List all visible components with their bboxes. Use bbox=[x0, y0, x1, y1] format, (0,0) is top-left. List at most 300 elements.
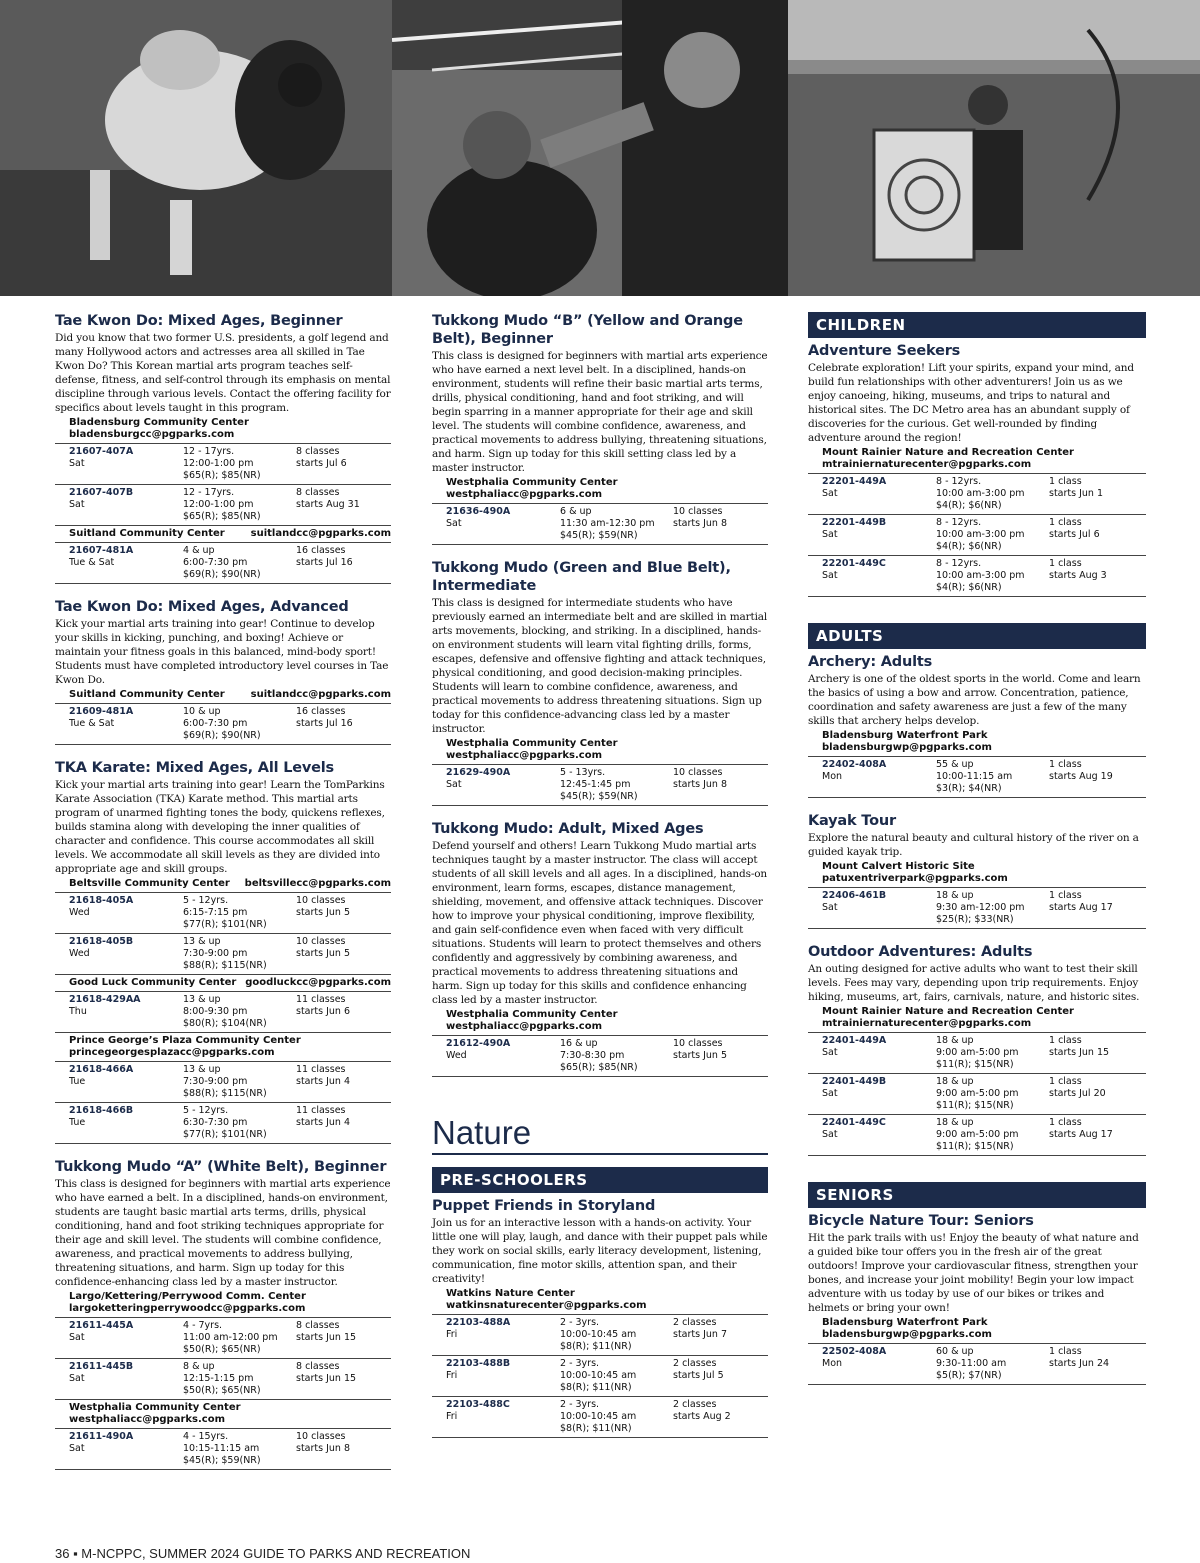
class-time: 6:30-7:30 pm bbox=[183, 1117, 248, 1128]
class-count: 8 classes bbox=[296, 446, 340, 457]
schedule-cell bbox=[183, 1361, 296, 1397]
class-listing bbox=[55, 598, 391, 753]
start-date: starts Jun 15 bbox=[1049, 1047, 1110, 1058]
column-nature bbox=[808, 312, 1146, 1399]
class-listing bbox=[808, 812, 1146, 937]
age-range: 18 & up bbox=[936, 1035, 974, 1046]
schedule-cell bbox=[936, 1076, 1049, 1112]
schedule-row bbox=[808, 1074, 1146, 1115]
location-name: Bladensburg Waterfront Park bbox=[822, 1317, 988, 1328]
start-date: starts Jun 5 bbox=[296, 907, 351, 918]
schedule-row bbox=[55, 1062, 391, 1103]
class-day: Mon bbox=[822, 1358, 843, 1369]
class-time: 8:00-9:30 pm bbox=[183, 1006, 248, 1017]
class-fee: $50(R); $65(NR) bbox=[183, 1385, 261, 1396]
class-count: 1 class bbox=[1049, 1117, 1082, 1128]
class-time: 10:00 am-3:00 pm bbox=[936, 529, 1025, 540]
photo-strip bbox=[0, 0, 1200, 296]
schedule-table bbox=[808, 887, 1146, 929]
schedule-cell bbox=[183, 994, 296, 1030]
class-fee: $69(R); $90(NR) bbox=[183, 730, 261, 741]
activity-code: 22401-449A bbox=[822, 1035, 887, 1046]
class-count: 11 classes bbox=[296, 1064, 346, 1075]
class-time: 9:30-11:00 am bbox=[936, 1358, 1007, 1369]
class-day: Sat bbox=[446, 779, 462, 790]
schedule-cell bbox=[822, 759, 936, 795]
location-name: Westphalia Community Center bbox=[446, 477, 618, 488]
activity-code: 21618-466A bbox=[69, 1064, 134, 1075]
location-name: Good Luck Community Center bbox=[69, 977, 237, 988]
class-count: 1 class bbox=[1049, 1076, 1082, 1087]
class-day: Sat bbox=[69, 458, 85, 469]
schedule-cell bbox=[673, 1038, 768, 1074]
class-listing bbox=[432, 820, 768, 1085]
schedule-cell bbox=[1049, 517, 1146, 553]
class-day: Sat bbox=[822, 1088, 838, 1099]
schedule-table bbox=[432, 764, 768, 806]
archery-photo bbox=[788, 0, 1200, 296]
class-count: 2 classes bbox=[673, 1317, 717, 1328]
location-email[interactable]: largoketteringperrywoodcc@pgparks.com bbox=[69, 1303, 306, 1314]
class-fee: $69(R); $90(NR) bbox=[183, 569, 261, 580]
class-title: Bicycle Nature Tour: Seniors bbox=[808, 1213, 1034, 1229]
class-time: 10:00 am-3:00 pm bbox=[936, 570, 1025, 581]
schedule-cell bbox=[69, 706, 183, 742]
class-fee: $5(R); $7(NR) bbox=[936, 1370, 1002, 1381]
schedule-cell bbox=[69, 446, 183, 482]
schedule-row bbox=[55, 893, 391, 934]
location-name: Watkins Nature Center bbox=[446, 1288, 575, 1299]
schedule-cell bbox=[1049, 1346, 1146, 1382]
schedule-cell bbox=[936, 476, 1049, 512]
start-date: starts Jun 24 bbox=[1049, 1358, 1110, 1369]
class-fee: $65(R); $85(NR) bbox=[183, 511, 261, 522]
start-date: starts Jun 7 bbox=[673, 1329, 728, 1340]
age-range: 4 & up bbox=[183, 545, 215, 556]
class-time: 9:00 am-5:00 pm bbox=[936, 1088, 1019, 1099]
class-time: 6:00-7:30 pm bbox=[183, 557, 248, 568]
class-fee: $8(R); $11(NR) bbox=[560, 1382, 632, 1393]
class-description: Explore the natural beauty and cultural history of the river on a guided kayak trip. bbox=[808, 832, 1139, 858]
section-gap bbox=[808, 1385, 1146, 1393]
schedule-row bbox=[808, 515, 1146, 556]
location-header bbox=[55, 977, 391, 991]
location-name: Suitland Community Center bbox=[69, 528, 225, 539]
age-range: 13 & up bbox=[183, 936, 221, 947]
schedule-row bbox=[808, 888, 1146, 929]
location-email[interactable]: westphaliacc@pgparks.com bbox=[446, 750, 603, 761]
schedule-row bbox=[55, 704, 391, 745]
class-fee: $11(R); $15(NR) bbox=[936, 1100, 1014, 1111]
class-count: 16 classes bbox=[296, 545, 346, 556]
age-range: 13 & up bbox=[183, 1064, 221, 1075]
schedule-table bbox=[432, 1314, 768, 1438]
class-description: Did you know that two former U.S. presidents, a golf legend and many Hollywood actors and actresses area all skilled in Tae Kwon Do? This Korean martial arts program teaches self-defense, fitness, and self-control through its emphasis on mental discipline through various levels. Contact the offering facility for specifics about levels taught in this program. bbox=[55, 332, 391, 414]
schedule-cell bbox=[446, 1317, 560, 1353]
location-header bbox=[808, 1317, 1146, 1343]
age-range: 18 & up bbox=[936, 1117, 974, 1128]
start-date: starts Jun 6 bbox=[296, 1006, 351, 1017]
start-date: starts Aug 19 bbox=[1049, 771, 1113, 782]
adults-band: ADULTS bbox=[808, 623, 1146, 649]
schedule-cell bbox=[673, 767, 768, 803]
location-header bbox=[55, 417, 391, 443]
location-header bbox=[432, 1288, 768, 1314]
class-day: Sat bbox=[822, 1047, 838, 1058]
class-fee: $45(R); $59(NR) bbox=[560, 791, 638, 802]
schedule-cell bbox=[296, 1064, 391, 1100]
activity-code: 22201-449A bbox=[822, 476, 887, 487]
schedule-row bbox=[432, 1315, 768, 1356]
schedule-cell bbox=[822, 476, 936, 512]
location-email[interactable]: westphaliacc@pgparks.com bbox=[446, 1021, 603, 1032]
class-listing bbox=[432, 559, 768, 814]
class-count: 1 class bbox=[1049, 1035, 1082, 1046]
class-description: This class is designed for beginners with martial arts experience who have earned a belt. In a disciplined, hands-on environment, students are taught basic martial arts terms, drills, physical conditioning, hand and foot striking techniques appropriate for their age and skill level. The students will combine confidence, awareness, and practical movements to address bullying, threatening situations, and harm. Sign up today for this confidence-enhancing class led by a master instructor. bbox=[55, 1178, 391, 1288]
schedule-row bbox=[55, 1429, 391, 1470]
age-range: 18 & up bbox=[936, 1076, 974, 1087]
start-date: starts Jul 20 bbox=[1049, 1088, 1106, 1099]
schedule-cell bbox=[560, 1317, 673, 1353]
schedule-cell bbox=[296, 1431, 391, 1467]
schedule-cell bbox=[1049, 1117, 1146, 1153]
location-name: Beltsville Community Center bbox=[69, 878, 230, 889]
start-date: starts Jul 6 bbox=[296, 458, 347, 469]
class-time: 12:00-1:00 pm bbox=[183, 499, 254, 510]
schedule-row bbox=[55, 1318, 391, 1359]
location-header bbox=[432, 477, 768, 503]
schedule-table bbox=[808, 1343, 1146, 1385]
schedule-row bbox=[432, 1356, 768, 1397]
schedule-cell bbox=[673, 1399, 768, 1435]
class-title: Tukkong Mudo “B” (Yellow and Orange Belt), Beginner bbox=[432, 313, 743, 347]
class-day: Sat bbox=[69, 1332, 85, 1343]
start-date: starts Jun 4 bbox=[296, 1076, 351, 1087]
location-email[interactable]: bladensburgwp@pgparks.com bbox=[822, 1329, 992, 1340]
section-gap bbox=[432, 545, 768, 553]
schedule-cell bbox=[183, 936, 296, 972]
class-count: 10 classes bbox=[296, 1431, 346, 1442]
class-description: Hit the park trails with us! Enjoy the beauty of what nature and a guided bike tour offers you in the fresh air of the great outdoors! Improve your cardiovascular fitness, strengthen your bones, and increase your joint mobility! Begin your low impact adventure with us today by use of our bikes or trikes and helmets or bring your own! bbox=[808, 1232, 1139, 1314]
class-listing bbox=[808, 943, 1146, 1164]
age-range: 60 & up bbox=[936, 1346, 974, 1357]
class-day: Sat bbox=[69, 499, 85, 510]
activity-code: 21607-481A bbox=[69, 545, 134, 556]
start-date: starts Jul 16 bbox=[296, 557, 353, 568]
age-range: 4 - 7yrs. bbox=[183, 1320, 223, 1331]
class-count: 1 class bbox=[1049, 558, 1082, 569]
schedule-cell bbox=[1049, 476, 1146, 512]
class-time: 9:30 am-12:00 pm bbox=[936, 902, 1025, 913]
schedule-row bbox=[808, 757, 1146, 798]
age-range: 12 - 17yrs. bbox=[183, 446, 235, 457]
location-email[interactable]: mtrainiernaturecenter@pgparks.com bbox=[822, 459, 1032, 470]
location-email[interactable]: westphaliacc@pgparks.com bbox=[446, 489, 603, 500]
location-email[interactable]: goodluckcc@pgparks.com bbox=[245, 977, 391, 988]
class-title: Tukkong Mudo (Green and Blue Belt), Intermediate bbox=[432, 560, 731, 594]
schedule-row bbox=[808, 474, 1146, 515]
schedule-cell bbox=[822, 1346, 936, 1382]
activity-code: 22103-488C bbox=[446, 1399, 510, 1410]
class-fee: $4(R); $6(NR) bbox=[936, 582, 1002, 593]
start-date: starts Jun 5 bbox=[296, 948, 351, 959]
class-title: Outdoor Adventures: Adults bbox=[808, 944, 1033, 960]
activity-code: 21636-490A bbox=[446, 506, 511, 517]
class-description: Join us for an interactive lesson with a hands-on activity. Your little one will play, laugh, and dance with their puppet pals while they work on social skills, early literacy development, listening, communication, fine motor skills, attention span, and their creativity! bbox=[432, 1217, 768, 1285]
schedule-table bbox=[808, 473, 1146, 597]
section-gap bbox=[432, 1438, 768, 1446]
schedule-cell bbox=[446, 1038, 560, 1074]
section-gap bbox=[808, 1156, 1146, 1164]
start-date: starts Jul 6 bbox=[1049, 529, 1100, 540]
schedule-row bbox=[808, 1033, 1146, 1074]
schedule-cell bbox=[673, 1317, 768, 1353]
schedule-table bbox=[55, 1061, 391, 1144]
location-email[interactable]: bladensburgcc@pgparks.com bbox=[69, 429, 235, 440]
class-description: This class is designed for intermediate students who have previously earned an intermediate belt and are skilled in martial arts movements, blocking, and striking. In a disciplined, hands-on environment students will learn vital fighting drills, forms, escapes, defensive and offensive fighting and attack techniques, physical conditioning, and good decision-making principles. Students will learn to combine confidence, awareness, and practical movements to address threatening situations. Sign up today for this confidence-advancing class led by a master instructor. bbox=[432, 597, 768, 735]
class-description: Kick your martial arts training into gear! Continue to develop your skills in kicking, punching, and boxing! Achieve or maintain your fitness goals in this balanced, mind-body sport! Students must have completed introductory level courses in Tae Kwon Do. bbox=[55, 618, 389, 686]
class-day: Wed bbox=[446, 1050, 467, 1061]
schedule-cell bbox=[822, 1035, 936, 1071]
age-range: 55 & up bbox=[936, 759, 974, 770]
class-description: Kick your martial arts training into gear! Learn the TomParkins Karate Association (TKA) Karate method. This martial arts program of unarmed fighting tones the body, quickens reflexes, builds stamina along with developing the inner qualities of character and confidence. This course accommodates all skill levels. We accommodate all skill levels as they are divided into appropriate age and skill groups. bbox=[55, 779, 385, 875]
class-day: Mon bbox=[822, 771, 843, 782]
class-day: Tue bbox=[69, 1076, 86, 1087]
activity-code: 21611-445B bbox=[69, 1361, 134, 1372]
class-title: Kayak Tour bbox=[808, 813, 896, 829]
activity-code: 21607-407A bbox=[69, 446, 134, 457]
class-fee: $11(R); $15(NR) bbox=[936, 1141, 1014, 1152]
start-date: starts Jul 5 bbox=[673, 1370, 724, 1381]
class-time: 9:00 am-5:00 pm bbox=[936, 1129, 1019, 1140]
activity-code: 21607-407B bbox=[69, 487, 134, 498]
schedule-cell bbox=[822, 890, 936, 926]
activity-code: 21618-405B bbox=[69, 936, 134, 947]
start-date: starts Aug 17 bbox=[1049, 902, 1113, 913]
activity-code: 21629-490A bbox=[446, 767, 511, 778]
schedule-cell bbox=[183, 1105, 296, 1141]
location-name: Mount Rainier Nature and Recreation Center bbox=[822, 447, 1074, 458]
class-count: 1 class bbox=[1049, 1346, 1082, 1357]
class-count: 8 classes bbox=[296, 487, 340, 498]
schedule-cell bbox=[822, 1117, 936, 1153]
tae-kwon-do-photo bbox=[0, 0, 392, 296]
class-day: Tue & Sat bbox=[69, 718, 115, 729]
section-gap bbox=[432, 806, 768, 814]
location-email[interactable]: beltsvillecc@pgparks.com bbox=[244, 878, 391, 889]
class-day: Fri bbox=[446, 1370, 458, 1381]
schedule-cell bbox=[446, 506, 560, 542]
schedule-cell bbox=[1049, 759, 1146, 795]
location-name: Westphalia Community Center bbox=[69, 1402, 241, 1413]
class-day: Tue & Sat bbox=[69, 557, 115, 568]
schedule-table bbox=[55, 1428, 391, 1470]
class-fee: $65(R); $85(NR) bbox=[560, 1062, 638, 1073]
section-gap bbox=[55, 1470, 391, 1478]
location-email[interactable]: suitlandcc@pgparks.com bbox=[250, 528, 391, 539]
class-listing bbox=[432, 1197, 768, 1446]
activity-code: 21609-481A bbox=[69, 706, 134, 717]
location-header bbox=[55, 878, 391, 892]
schedule-table bbox=[55, 892, 391, 975]
schedule-row bbox=[55, 485, 391, 526]
column-martial-arts-1 bbox=[55, 312, 391, 1484]
activity-code: 22401-449C bbox=[822, 1117, 886, 1128]
class-description: An outing designed for active adults who want to test their skill levels. Fees may vary, depending upon trip requirements. Enjoy hiking, museums, art, fairs, carnivals, nature, and historic sites. bbox=[808, 963, 1140, 1003]
age-range: 8 - 12yrs. bbox=[936, 517, 982, 528]
location-email[interactable]: princegeorgesplazacc@pgparks.com bbox=[69, 1047, 275, 1058]
schedule-row bbox=[55, 1103, 391, 1144]
location-email[interactable]: watkinsnaturecenter@pgparks.com bbox=[446, 1300, 647, 1311]
class-time: 6:00-7:30 pm bbox=[183, 718, 248, 729]
schedule-cell bbox=[560, 1038, 673, 1074]
location-email[interactable]: mtrainiernaturecenter@pgparks.com bbox=[822, 1018, 1032, 1029]
schedule-cell bbox=[69, 1064, 183, 1100]
activity-code: 22201-449B bbox=[822, 517, 887, 528]
schedule-cell bbox=[822, 558, 936, 594]
location-email[interactable]: bladensburgwp@pgparks.com bbox=[822, 742, 992, 753]
class-count: 10 classes bbox=[296, 936, 346, 947]
class-title: Adventure Seekers bbox=[808, 343, 961, 359]
schedule-cell bbox=[296, 936, 391, 972]
class-count: 2 classes bbox=[673, 1399, 717, 1410]
schedule-table bbox=[808, 756, 1146, 798]
schedule-cell bbox=[69, 545, 183, 581]
class-listing bbox=[55, 1158, 391, 1478]
class-count: 10 classes bbox=[673, 1038, 723, 1049]
schedule-cell bbox=[1049, 1076, 1146, 1112]
class-fee: $4(R); $6(NR) bbox=[936, 541, 1002, 552]
class-day: Wed bbox=[69, 907, 90, 918]
start-date: starts Jun 1 bbox=[1049, 488, 1104, 499]
age-range: 8 - 12yrs. bbox=[936, 558, 982, 569]
children-band: CHILDREN bbox=[808, 312, 1146, 338]
class-count: 10 classes bbox=[673, 767, 723, 778]
age-range: 10 & up bbox=[183, 706, 221, 717]
class-time: 10:00-10:45 am bbox=[560, 1329, 637, 1340]
class-fee: $45(R); $59(NR) bbox=[183, 1455, 261, 1466]
class-title: Tukkong Mudo “A” (White Belt), Beginner bbox=[55, 1159, 387, 1175]
schedule-cell bbox=[822, 517, 936, 553]
class-time: 7:30-8:30 pm bbox=[560, 1050, 625, 1061]
schedule-cell bbox=[69, 487, 183, 523]
activity-code: 21612-490A bbox=[446, 1038, 511, 1049]
class-day: Sat bbox=[822, 570, 838, 581]
start-date: starts Jun 15 bbox=[296, 1332, 357, 1343]
class-title: Tae Kwon Do: Mixed Ages, Beginner bbox=[55, 313, 343, 329]
class-day: Sat bbox=[69, 1373, 85, 1384]
activity-code: 22401-449B bbox=[822, 1076, 887, 1087]
location-email[interactable]: suitlandcc@pgparks.com bbox=[250, 689, 391, 700]
page-footer: 36 ▪ M-NCPPC, SUMMER 2024 GUIDE TO PARKS AND RECREATION bbox=[55, 1546, 471, 1561]
self-defense-photo bbox=[392, 0, 788, 296]
schedule-row bbox=[432, 504, 768, 545]
schedule-cell bbox=[560, 1399, 673, 1435]
schedule-cell bbox=[1049, 558, 1146, 594]
class-count: 16 classes bbox=[296, 706, 346, 717]
section-gap bbox=[808, 798, 1146, 806]
location-name: Prince George’s Plaza Community Center bbox=[69, 1035, 301, 1046]
age-range: 8 & up bbox=[183, 1361, 215, 1372]
schedule-cell bbox=[1049, 890, 1146, 926]
location-name: Largo/Kettering/Perrywood Comm. Center bbox=[69, 1291, 306, 1302]
class-fee: $80(R); $104(NR) bbox=[183, 1018, 267, 1029]
class-description: Defend yourself and others! Learn Tukkong Mudo martial arts techniques taught by a master instructor. The class will accept students of all skill levels and all ages. In a disciplined, hands-on environment, learn forms, escapes, distance management, shielding, movement, and offensive attack techniques. Discover how to improve your physical conditioning, improve flexibility, and gain self-confidence even when faced with very difficult situations. Students will learn to protect themselves and others confidently and aggressively by combining awareness, and practical movements to address threatening situations and harm. Sign up today for this skills and confidence enhancing class led by a master instructor. bbox=[432, 840, 768, 1006]
class-listing bbox=[808, 342, 1146, 605]
class-title: Puppet Friends in Storyland bbox=[432, 1198, 656, 1214]
location-header bbox=[55, 1291, 391, 1317]
schedule-row bbox=[55, 934, 391, 975]
class-fee: $4(R); $6(NR) bbox=[936, 500, 1002, 511]
schedule-cell bbox=[673, 1358, 768, 1394]
location-header bbox=[808, 861, 1146, 887]
location-name: Suitland Community Center bbox=[69, 689, 225, 700]
location-name: Mount Rainier Nature and Recreation Center bbox=[822, 1006, 1074, 1017]
schedule-cell bbox=[296, 706, 391, 742]
class-day: Wed bbox=[69, 948, 90, 959]
schedule-cell bbox=[69, 1320, 183, 1356]
location-email[interactable]: westphaliacc@pgparks.com bbox=[69, 1414, 226, 1425]
schedule-row bbox=[432, 1036, 768, 1077]
schedule-table bbox=[55, 542, 391, 584]
activity-code: 22201-449C bbox=[822, 558, 886, 569]
schedule-row bbox=[432, 1397, 768, 1438]
class-fee: $77(R); $101(NR) bbox=[183, 919, 267, 930]
schedule-table bbox=[432, 1035, 768, 1077]
age-range: 4 - 15yrs. bbox=[183, 1431, 229, 1442]
age-range: 13 & up bbox=[183, 994, 221, 1005]
schedule-cell bbox=[1049, 1035, 1146, 1071]
activity-code: 21618-429AA bbox=[69, 994, 141, 1005]
class-day: Sat bbox=[446, 518, 462, 529]
class-listing bbox=[55, 759, 391, 1152]
class-listing bbox=[55, 312, 391, 592]
schedule-cell bbox=[560, 506, 673, 542]
schedule-cell bbox=[296, 1105, 391, 1141]
location-name: Mount Calvert Historic Site bbox=[822, 861, 975, 872]
location-header bbox=[55, 689, 391, 703]
schedule-cell bbox=[69, 1361, 183, 1397]
class-description: This class is designed for beginners with martial arts experience who have earned a next level belt. In a disciplined, hands-on environment, students will refine their basic martial arts terms, drills, physical conditioning, hand and foot striking, and will begin sparring in a manner appropriate for their age and skill level. The students will combine confidence, awareness, and practical movements to address bullying, threatening situations, and harm. Sign up today for this skill setting class led by a master instructor. bbox=[432, 350, 768, 474]
section-gap bbox=[55, 584, 391, 592]
start-date: starts Aug 3 bbox=[1049, 570, 1107, 581]
class-count: 10 classes bbox=[673, 506, 723, 517]
class-fee: $11(R); $15(NR) bbox=[936, 1059, 1014, 1070]
column-martial-arts-2 bbox=[432, 312, 768, 1452]
class-fee: $8(R); $11(NR) bbox=[560, 1341, 632, 1352]
class-count: 8 classes bbox=[296, 1361, 340, 1372]
class-day: Fri bbox=[446, 1329, 458, 1340]
schedule-cell bbox=[69, 994, 183, 1030]
schedule-cell bbox=[183, 1064, 296, 1100]
class-fee: $65(R); $85(NR) bbox=[183, 470, 261, 481]
age-range: 18 & up bbox=[936, 890, 974, 901]
schedule-cell bbox=[69, 1431, 183, 1467]
schedule-cell bbox=[183, 446, 296, 482]
class-fee: $77(R); $101(NR) bbox=[183, 1129, 267, 1140]
location-email[interactable]: patuxentriverpark@pgparks.com bbox=[822, 873, 1008, 884]
class-time: 12:45-1:45 pm bbox=[560, 779, 631, 790]
schedule-cell bbox=[183, 1320, 296, 1356]
start-date: starts Aug 2 bbox=[673, 1411, 731, 1422]
schedule-row bbox=[55, 543, 391, 584]
class-time: 12:00-1:00 pm bbox=[183, 458, 254, 469]
class-time: 7:30-9:00 pm bbox=[183, 948, 248, 959]
location-name: Westphalia Community Center bbox=[446, 1009, 618, 1020]
age-range: 5 - 13yrs. bbox=[560, 767, 606, 778]
location-header bbox=[55, 1035, 391, 1061]
age-range: 5 - 12yrs. bbox=[183, 1105, 229, 1116]
